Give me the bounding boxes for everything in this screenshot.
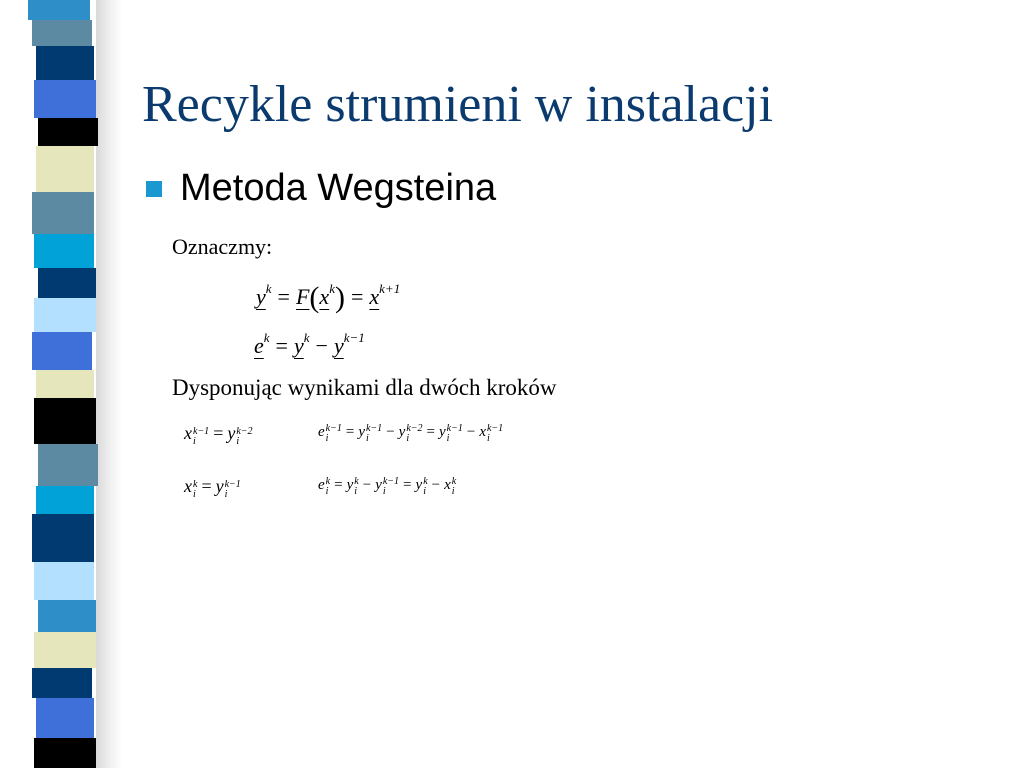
strip-band	[36, 146, 94, 192]
strip-band	[28, 0, 90, 20]
strip-band	[36, 698, 94, 738]
strip-band	[38, 444, 98, 486]
slide-title: Recykle strumieni w instalacji	[142, 76, 774, 133]
strip-band	[32, 192, 94, 234]
equation-x-current-step: x k i = y k−1 i	[184, 476, 241, 500]
intro-text: Oznaczmy:	[172, 234, 273, 259]
equation-e-current-step: e k i = y k i − y k−1 i = y k i − x k i	[318, 476, 457, 497]
results-text: Dysponując wynikami dla dwóch kroków	[172, 375, 557, 400]
strip-band	[34, 298, 96, 332]
strip-band	[34, 738, 96, 768]
equation-x-previous-step: x k−1 i = y k−2 i	[184, 423, 253, 447]
strip-band	[38, 268, 96, 298]
strip-band	[32, 514, 94, 562]
strip-band	[36, 46, 94, 80]
strip-band	[34, 398, 96, 444]
strip-band	[34, 562, 94, 600]
decorative-strip	[0, 0, 100, 768]
strip-band	[32, 668, 92, 698]
strip-band	[32, 332, 92, 370]
equation-e-definition: $e^k = y^k - y^{k-1}$	[254, 330, 365, 358]
bullet-square-icon	[146, 181, 162, 197]
strip-band	[34, 80, 96, 118]
strip-band	[36, 486, 94, 514]
bullet-text: Metoda Wegsteina	[180, 167, 497, 209]
equation-e-previous-step: e k−1 i = y k−1 i − y k−2 i = y k−1 i − x k−1 i	[318, 423, 504, 444]
strip-band	[38, 118, 98, 146]
strip-band	[38, 600, 96, 632]
strip-band	[36, 370, 94, 398]
strip-band	[32, 20, 92, 46]
strip-band	[34, 632, 96, 668]
equation-y-definition: $y^k = F(x^k) = x^{k+1}$	[256, 281, 401, 314]
strip-band	[34, 234, 94, 268]
